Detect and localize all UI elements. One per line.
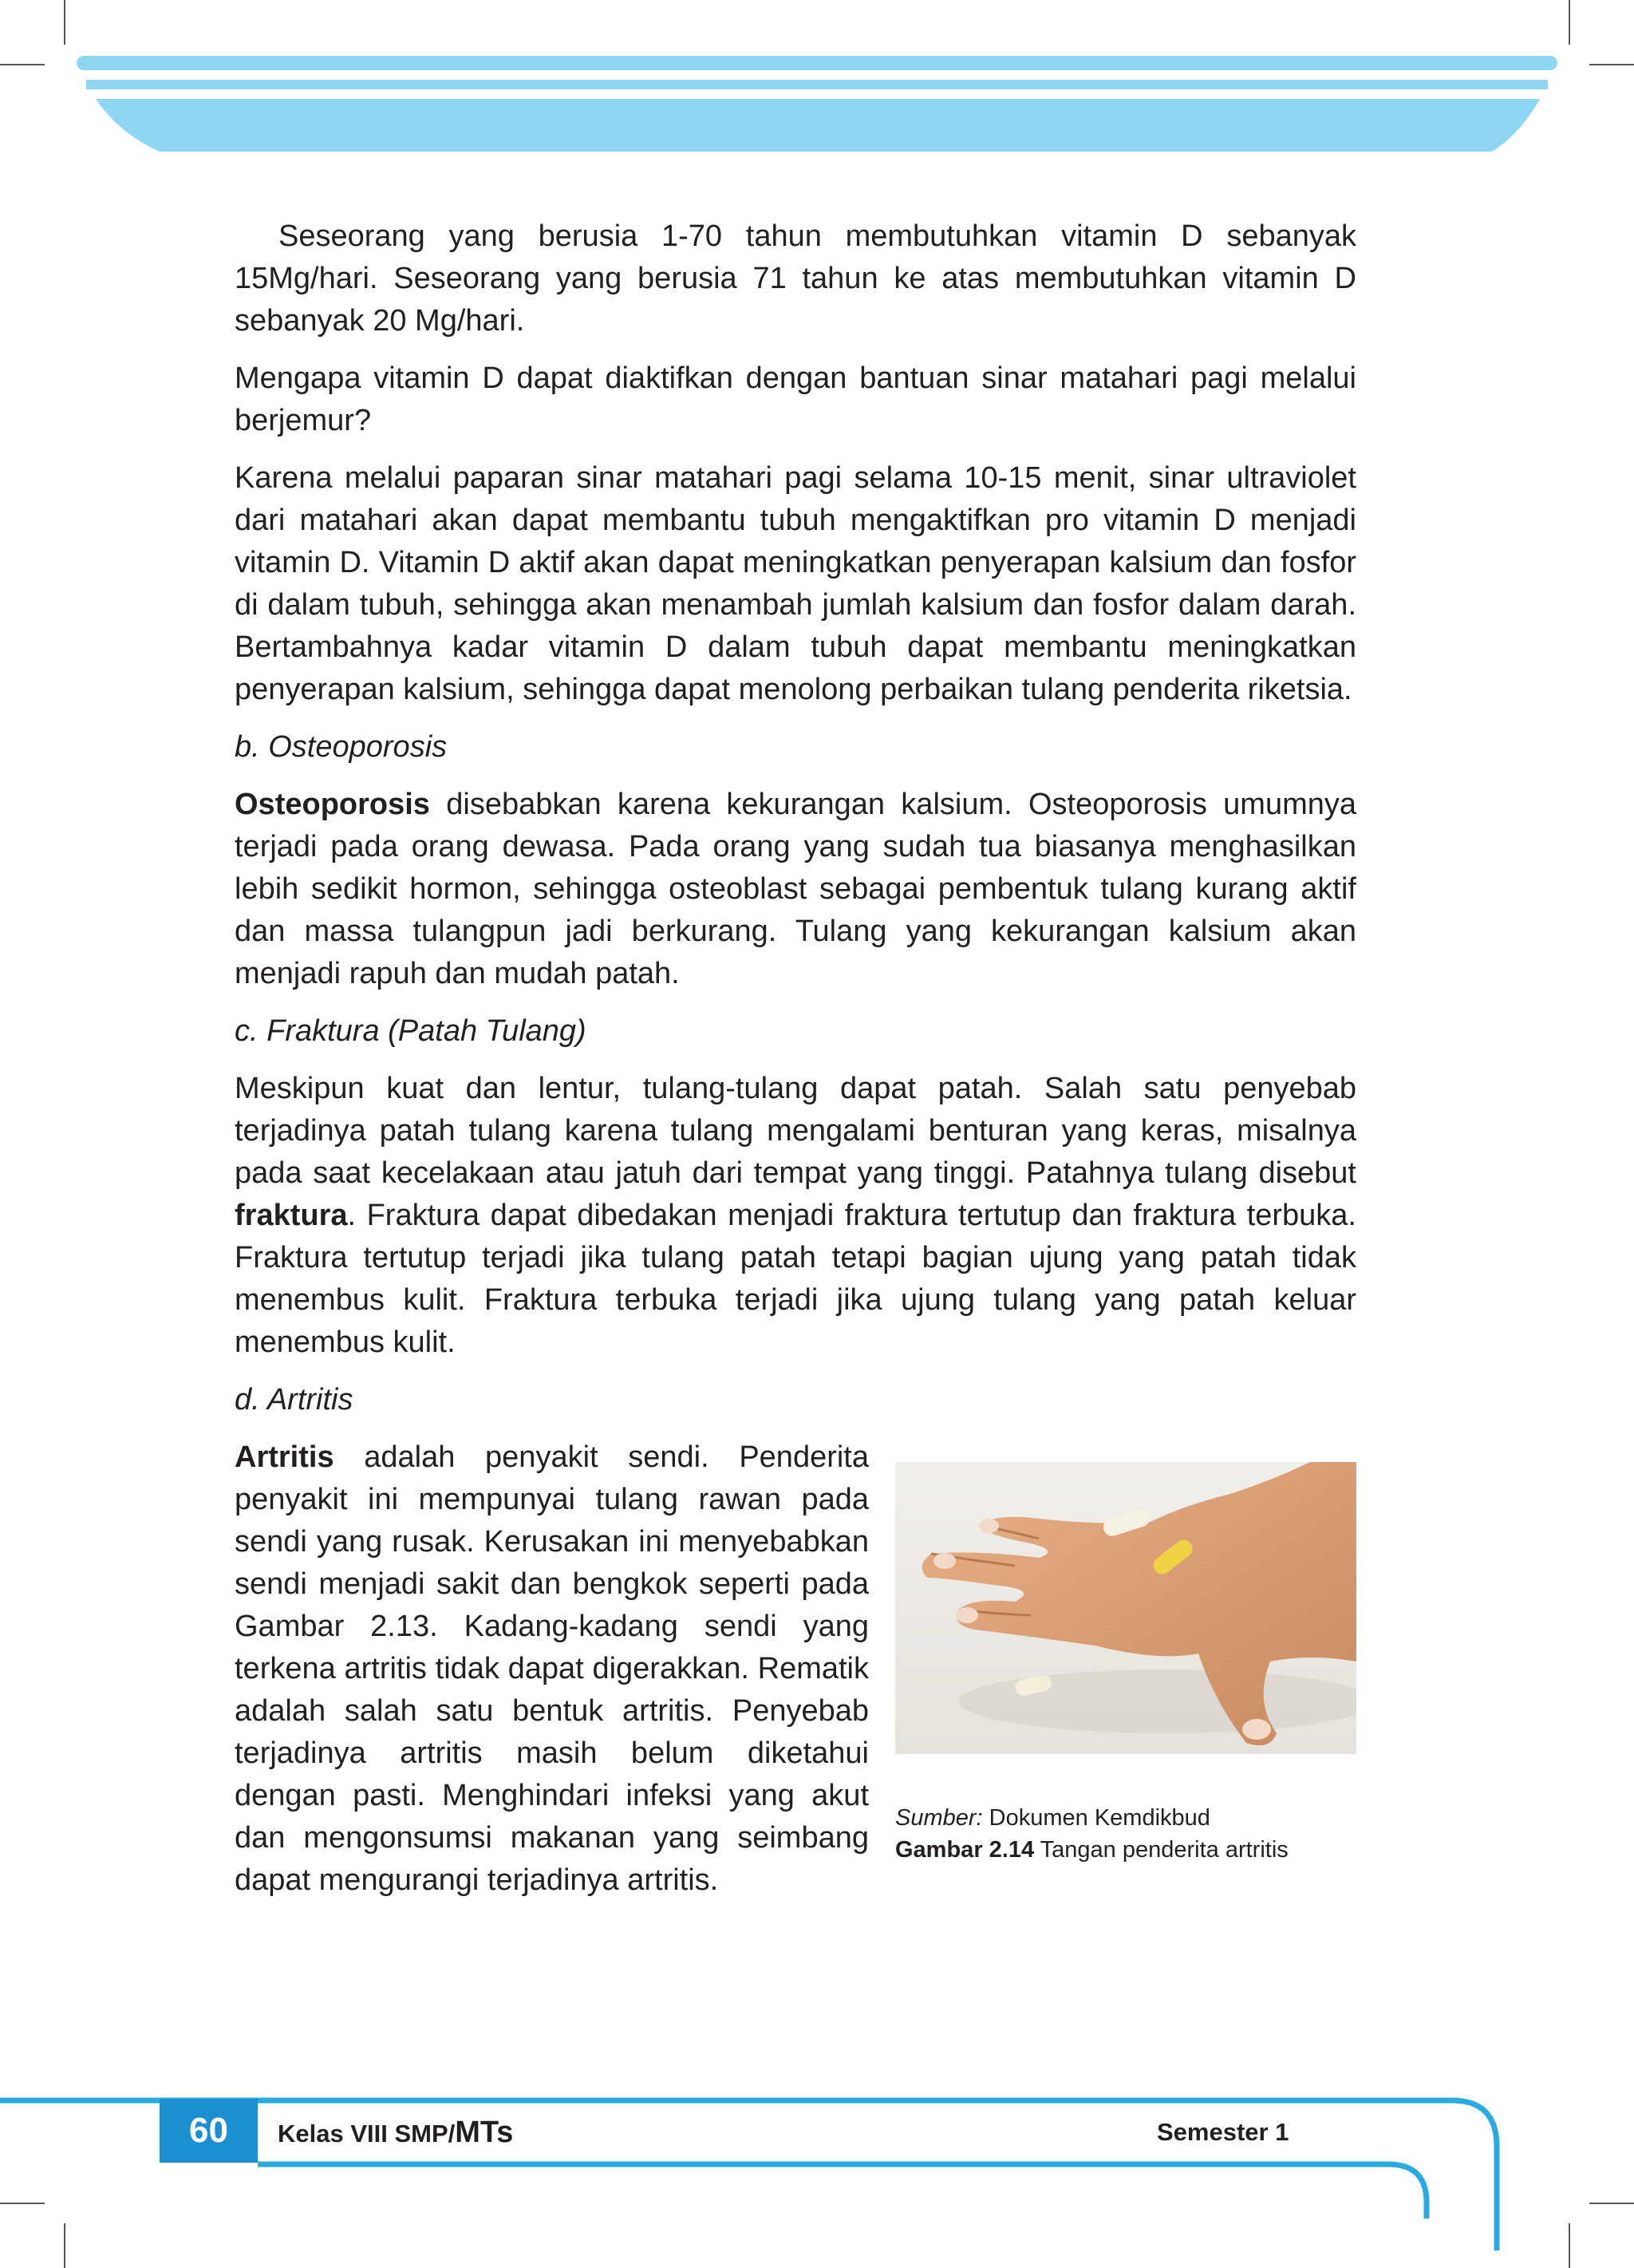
page-content [235, 215, 1356, 1917]
footer-class-label [278, 2115, 513, 2151]
class-text: Kelas VIII SMP/ [278, 2120, 456, 2147]
figure-caption [895, 1802, 1356, 1866]
heading-osteoporosis: b. Osteoporosis [235, 730, 448, 764]
artritis-text-column [235, 1436, 869, 1902]
class-suffix: MTs [455, 2116, 514, 2149]
source-label: Sumber: [895, 1805, 983, 1831]
paragraph-osteoporosis [235, 784, 1356, 995]
paragraph-fraktura [235, 1068, 1356, 1364]
artritis-section [235, 1436, 1356, 1902]
page-number: 60 [189, 2111, 228, 2150]
caption-label: Gambar 2.14 [895, 1837, 1035, 1863]
osteoporosis-text: disebabkan karena kekurangan kalsium. Osteoporosis umumnya terjadi pada orang dewasa. Pada orang yang sudah tua biasanya menghasilkan lebih sedikit hormon, sehingga osteoblast sebagai pembentuk tulang kurang aktif dan massa tulangpun jadi berkurang. Tulang yang kekurangan kalsium akan menjadi rapuh dan mudah patah. [235, 788, 1356, 990]
caption-text: Tangan penderita artritis [1034, 1837, 1289, 1863]
fraktura-text-1: Meskipun kuat dan lentur, tulang-tulang dapat patah. Salah satu penyebab terjadinya patah tulang karena tulang mengalami benturan yang keras, misalnya pada saat kecelakaan atau jatuh dari tempat yang tinggi. Patahnya tulang disebut [235, 1072, 1356, 1190]
fraktura-text-2: . Fraktura dapat dibedakan menjadi fraktura tertutup dan fraktura terbuka. Fraktura tertutup terjadi jika tulang patah tetapi bagian ujung yang patah tidak menembus kulit. Fraktura terbuka terjadi jika ujung tulang yang patah keluar menembus kulit. [235, 1199, 1356, 1359]
paragraph-artritis [235, 1436, 869, 1902]
figure-title [895, 1834, 1356, 1866]
heading-artritis: d. Artritis [235, 1383, 353, 1417]
term-artritis: Artritis [235, 1440, 334, 1474]
arthritis-hand-photo [895, 1462, 1356, 1754]
figure-source [895, 1802, 1356, 1834]
term-osteoporosis: Osteoporosis [235, 788, 430, 821]
figure-arthritis-hand [895, 1462, 1356, 1866]
heading-fraktura: c. Fraktura (Patah Tulang) [235, 1014, 586, 1048]
source-text: Dokumen Kemdikbud [982, 1805, 1210, 1831]
paragraph-question: Mengapa vitamin D dapat diaktifkan dengan bantuan sinar matahari pagi melalui berjemur? [235, 362, 1356, 437]
header-band [0, 0, 1634, 160]
term-fraktura: fraktura [235, 1199, 348, 1232]
paragraph-answer: Karena melalui paparan sinar matahari pagi selama 10-15 menit, sinar ultraviolet dari matahari akan dapat membantu tubuh mengaktifkan pro vitamin D menjadi vitamin D. Vitamin D aktif akan dapat meningkatkan penyerapan kalsium dan fosfor di dalam tubuh, sehingga akan menambah jumlah kalsium dan fosfor dalam darah. Bertambahnya kadar vitamin D dalam tubuh dapat membantu meningkatkan penyerapan kalsium, sehingga dapat menolong perbaikan tulang penderita riketsia. [235, 461, 1356, 706]
footer-semester: Semester 1 [1157, 2118, 1289, 2146]
paragraph-vitamin-d-dose: Seseorang yang berusia 1-70 tahun membutuhkan vitamin D sebanyak 15Mg/hari. Seseorang yang berusia 71 tahun ke atas membutuhkan vitamin D sebanyak 20 Mg/hari. [235, 219, 1356, 338]
artritis-text: adalah penyakit sendi. Penderita penyakit ini mempunyai tulang rawan pada sendi yang rusak. Kerusakan ini menyebabkan sendi menjadi sakit dan bengkok seperti pada Gambar 2.13. Kadang-kadang sendi yang terkena artritis tidak dapat digerakkan. Rematik adalah salah satu bentuk artritis. Penyebab terjadinya artritis masih belum diketahui dengan pasti. Menghindari infeksi yang akut dan mengonsumsi makanan yang seimbang dapat mengurangi terjadinya artritis. [235, 1440, 869, 1897]
